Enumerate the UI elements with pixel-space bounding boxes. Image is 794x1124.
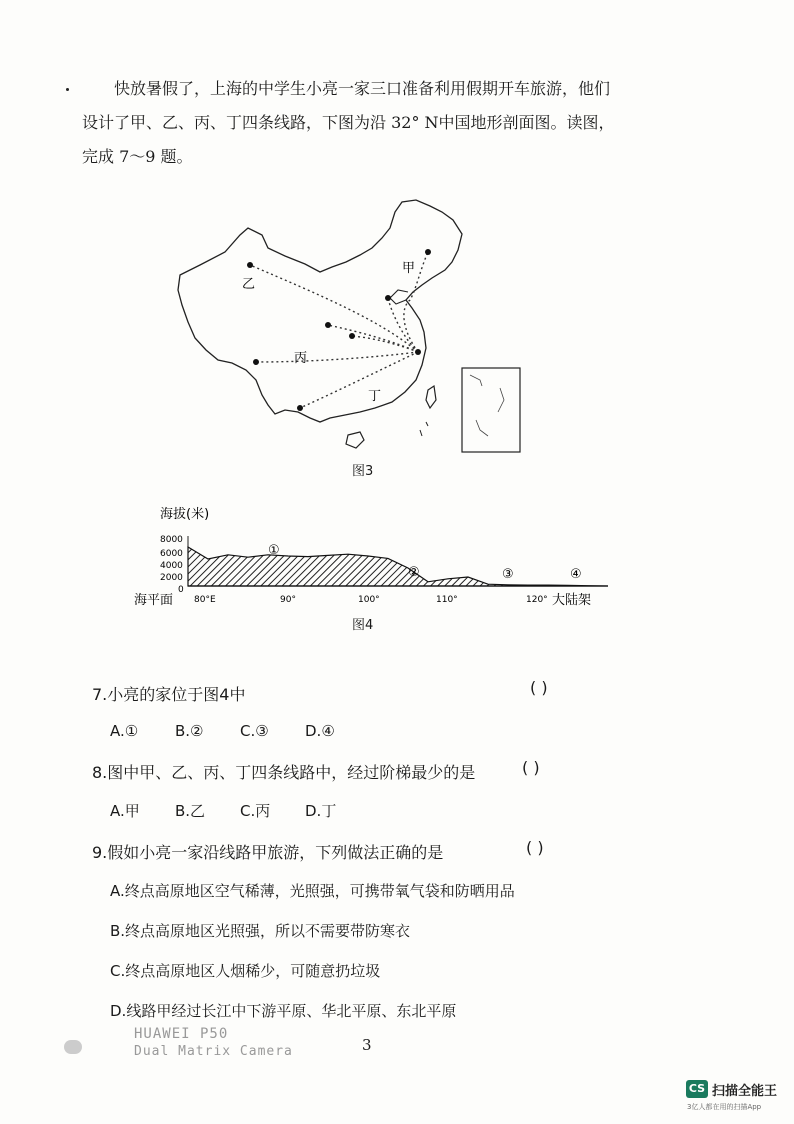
question-7-option-c: C.③ [240,722,269,740]
hainan-island [346,432,364,448]
route-label-yi: 乙 [242,277,256,292]
page-number: 3 [362,1036,372,1054]
xtick-120: 120° [526,595,548,605]
ytick-6000: 6000 [160,549,183,559]
question-8-option-c: C.丙 [240,802,271,820]
stop-beijing [385,295,391,301]
bohai-coast [390,290,408,304]
xtick-110: 110° [436,595,458,605]
stop-shanghai [415,349,421,355]
question-9-option-a: A.终点高原地区空气稀薄，光照强，可携带氧气袋和防晒用品 [110,882,515,900]
stop-urumqi [247,262,253,268]
marker-3: ③ [502,567,514,582]
marker-4: ④ [570,567,582,582]
route-bing-line [256,352,418,362]
marker-2: ② [408,565,420,580]
question-7-stem: 7.小亮的家位于图4中 [92,685,246,704]
scan-speck [66,88,69,91]
figure-4-caption: 图4 [352,618,374,633]
scanner-app-tagline: 3亿人都在用的扫描App [687,1103,762,1111]
intro-paragraph [82,72,722,174]
question-9-option-b: B.终点高原地区光照强，所以不需要带防寒衣 [110,922,411,940]
question-8-stem: 8.图中甲、乙、丙、丁四条线路中，经过阶梯最少的是 [92,763,476,782]
stop-wuhan [349,333,355,339]
xtick-80: 80°E [194,595,216,605]
xtick-90: 90° [280,595,296,605]
question-7-option-b: B.② [175,722,204,740]
question-7-option-d: D.④ [305,722,335,740]
figure-3-caption: 图3 [352,464,374,479]
ytick-8000: 8000 [160,535,183,545]
camera-watermark-line-2: Dual Matrix Camera [134,1044,293,1059]
taiwan-island [426,386,436,408]
question-9-stem: 9.假如小亮一家沿线路甲旅游，下列做法正确的是 [92,843,444,862]
route-yi-line [250,265,418,352]
camera-lens-icon [64,1040,82,1054]
intro-line-3: 完成 7～9 题。 [82,147,193,166]
question-8-option-d: D.丁 [305,802,337,820]
question-7-answer-blank: ( ) [530,678,548,697]
route-label-ding: 丁 [368,389,382,404]
sea-islands [420,422,428,436]
question-9-option-d: D.线路甲经过长江中下游平原、华北平原、东北平原 [110,1002,457,1020]
question-9-option-c: C.终点高原地区人烟稀少，可随意扔垃圾 [110,962,381,980]
question-9-answer-blank: ( ) [526,838,544,857]
marker-1: ① [268,543,280,558]
south-china-sea-inset [462,368,520,452]
profile-ylabel: 海拔(米) [160,507,210,522]
stop-kunming [297,405,303,411]
xtick-100: 100° [358,595,380,605]
scanner-app-logo-icon: CS [686,1080,708,1098]
shelf-label: 大陆架 [552,593,592,608]
china-outline [178,200,462,422]
camera-watermark-line-1: HUAWEI P50 [134,1026,229,1042]
terrain-profile-chart [130,504,620,612]
route-yi-mid2-line [352,336,418,352]
stop-harbin [425,249,431,255]
route-label-jia: 甲 [402,261,416,276]
china-route-map [170,190,530,460]
question-8-answer-blank: ( ) [522,758,540,777]
stop-xian [325,322,331,328]
question-7-option-a: A.① [110,722,139,740]
ytick-0: 0 [178,585,184,595]
sea-level-label: 海平面 [134,593,174,608]
ytick-2000: 2000 [160,573,183,583]
terrain-area [188,547,608,586]
question-8-option-a: A.甲 [110,802,140,820]
intro-line-2: 设计了甲、乙、丙、丁四条线路，下图为沿 32° N中国地形剖面图。读图， [82,113,615,132]
intro-line-1: 快放暑假了，上海的中学生小亮一家三口准备利用假期开车旅游，他们 [114,79,611,98]
route-label-bing: 丙 [294,351,308,366]
route-yi-mid-line [328,325,418,352]
question-8-option-b: B.乙 [175,802,206,820]
stop-lhasa [253,359,259,365]
scanner-app-name: 扫描全能王 [712,1084,778,1099]
inset-coast [470,375,504,436]
ytick-4000: 4000 [160,561,183,571]
